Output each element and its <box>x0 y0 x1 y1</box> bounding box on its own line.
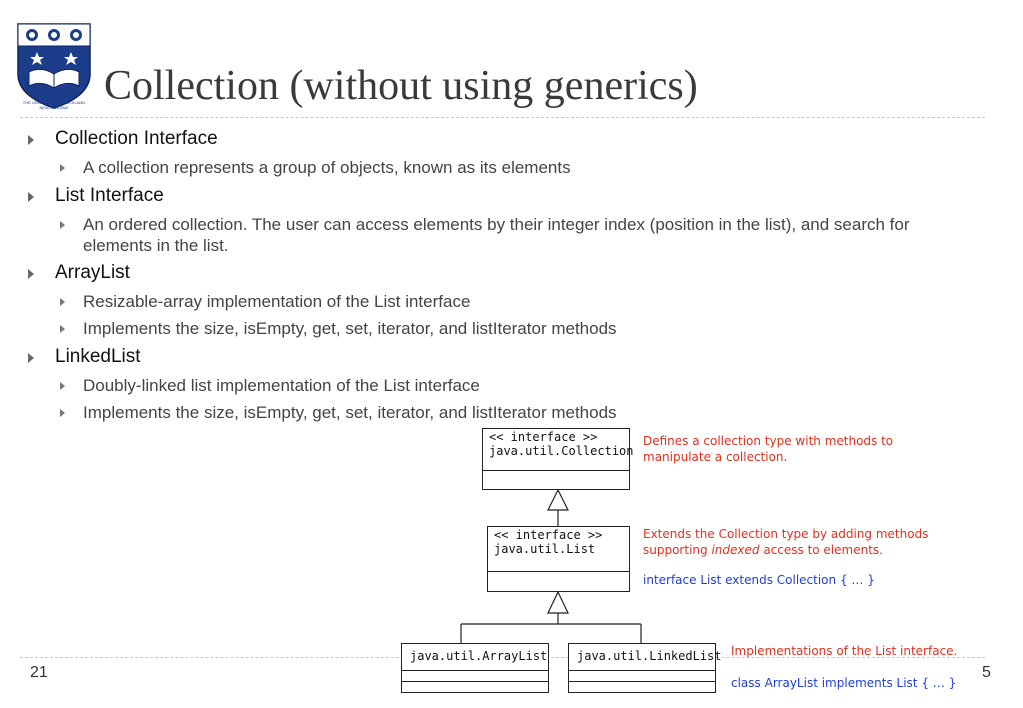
sub-bullet-arrow-icon <box>60 298 65 306</box>
page-number: 21 <box>30 664 48 681</box>
title-divider <box>20 117 985 118</box>
bullet-arrow-icon <box>28 192 34 202</box>
sub-bullet-text: An ordered collection. The user can access elements by their integer index (position in the list), and search for elements in the list. <box>83 215 910 255</box>
uml-class-linkedlist <box>568 643 722 693</box>
bullet-arrow-icon <box>28 353 34 363</box>
uml-compartment-line <box>402 670 548 671</box>
note-collection: Defines a collection type with methods to manipulate a collection. <box>643 434 894 464</box>
sub-bullet-arrow-icon <box>60 164 65 172</box>
bullet-arraylist: ArrayList <box>55 262 130 283</box>
bullet-arrow-icon <box>28 135 34 145</box>
sub-bullet-text: Implements the size, isEmpty, get, set, iterator, and listIterator methods <box>83 403 617 422</box>
bullet-collection-interface: Collection Interface <box>55 128 218 149</box>
sub-bullet-arrow-icon <box>60 221 65 229</box>
sub-bullet-text: Doubly-linked list implementation of the List interface <box>83 376 480 395</box>
linkedlist-name: java.util.LinkedList <box>577 649 722 663</box>
collection-stereotype: << interface >> <box>489 430 598 444</box>
note-implementations: Implementations of the List interface. <box>731 644 958 658</box>
logo-caption: THE UNIVERSITY OF AUCKLAND NEW ZEALAND <box>22 100 86 110</box>
list-stereotype: << interface >> <box>494 528 603 542</box>
list-name: java.util.List <box>494 542 596 556</box>
sub-bullet-text: A collection represents a group of objects, known as its elements <box>83 158 571 177</box>
collection-name: java.util.Collection <box>489 444 634 458</box>
arraylist-name: java.util.ArrayList <box>410 649 548 663</box>
sub-bullet-text: Implements the size, isEmpty, get, set, iterator, and listIterator methods <box>83 319 617 338</box>
note-list-code: interface List extends Collection { … } <box>643 573 875 587</box>
uml-class-arraylist <box>401 643 549 693</box>
sub-bullet-arrow-icon <box>60 409 65 417</box>
uml-compartment-line <box>569 681 715 682</box>
uml-class-collection <box>482 428 634 490</box>
uml-compartment-line <box>488 571 629 572</box>
note-impl-code: class ArrayList implements List { … } <box>731 676 957 690</box>
sub-bullet-arrow-icon <box>60 382 65 390</box>
bullet-list-interface: List Interface <box>55 185 164 206</box>
bullet-linkedlist: LinkedList <box>55 346 141 367</box>
sub-bullet-text: Resizable-array implementation of the List interface <box>83 292 471 311</box>
uml-class-list <box>487 526 630 592</box>
edge-fragment: 5 <box>982 664 991 681</box>
uml-compartment-line <box>402 681 548 682</box>
university-logo <box>15 22 93 110</box>
uml-compartment-line <box>483 470 629 471</box>
bullet-arrow-icon <box>28 269 34 279</box>
slide-title: Collection (without using generics) <box>104 63 698 109</box>
uml-compartment-line <box>569 670 715 671</box>
note-list: Extends the Collection type by adding methods supporting indexed access to elements. <box>643 527 929 557</box>
sub-bullet-arrow-icon <box>60 325 65 333</box>
